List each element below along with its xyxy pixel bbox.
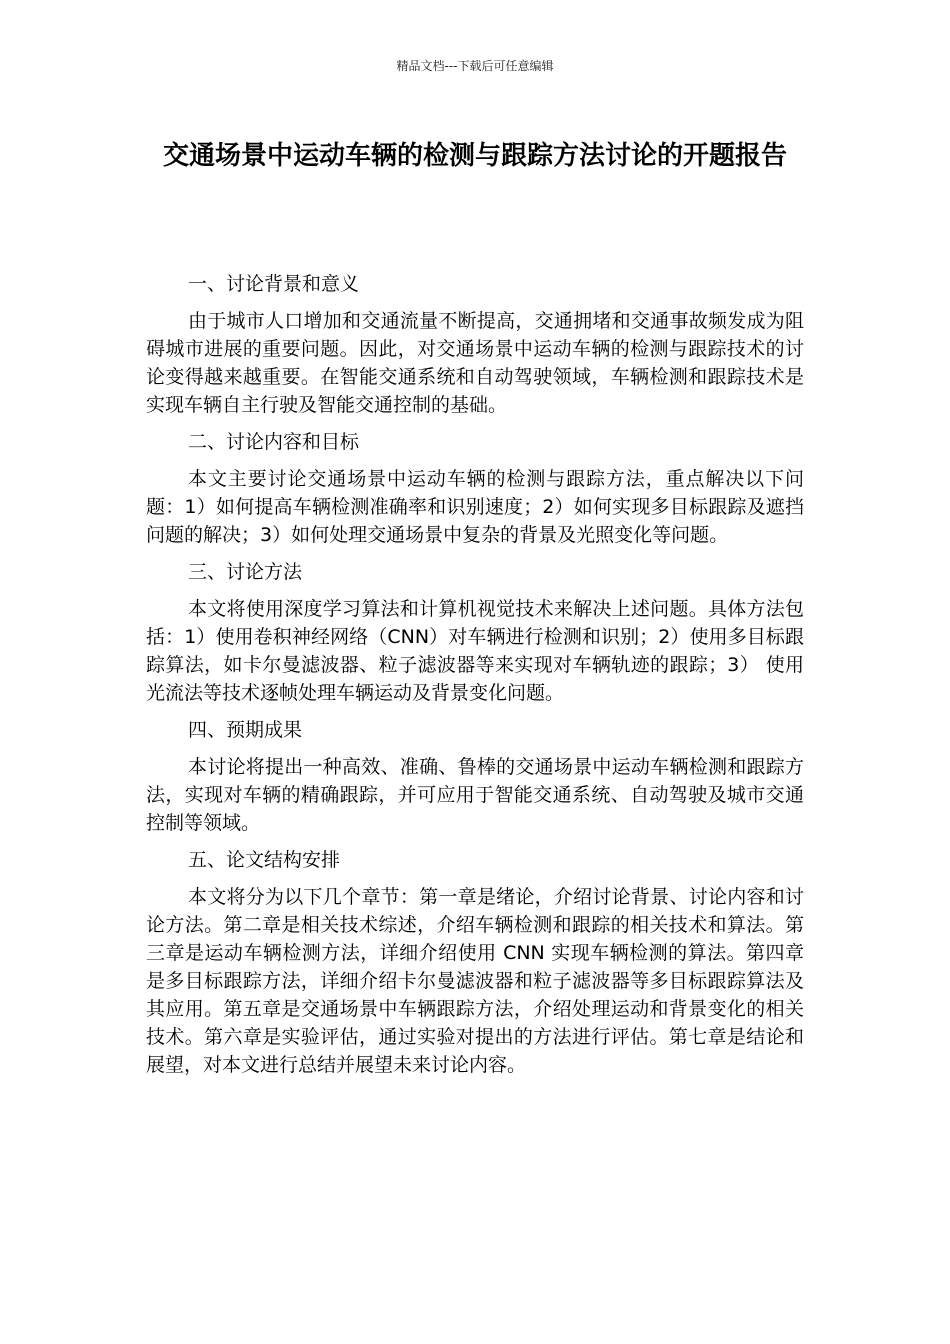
section-heading-content-goals: 二、讨论内容和目标 xyxy=(188,431,360,453)
section-heading-methods: 三、讨论方法 xyxy=(188,561,303,583)
section-heading-background: 一、讨论背景和意义 xyxy=(188,273,360,295)
section-heading-structure: 五、论文结构安排 xyxy=(188,849,341,871)
section-body-expected-results: 本讨论将提出一种高效、准确、鲁棒的交通场景中运动车辆检测和跟踪方法，实现对车辆的精确跟踪，并可应用于智能交通系统、自动驾驶及城市交通控制等领域。 xyxy=(146,756,804,834)
section-heading-expected-results: 四、预期成果 xyxy=(188,719,303,741)
document-title: 交通场景中运动车辆的检测与跟踪方法讨论的开题报告 xyxy=(162,141,787,171)
section-body-methods: 本文将使用深度学习算法和计算机视觉技术来解决上述问题。具体方法包括：1）使用卷积神经网络（CNN）对车辆进行检测和识别；2）使用多目标跟踪算法，如卡尔曼滤波器、粒子滤波器等来实现对车辆轨迹的跟踪；3） 使用光流法等技术逐帧处理车辆运动及背景变化问题。 xyxy=(146,598,804,704)
header-note: 精品文档---下载后可任意编辑 xyxy=(396,59,554,73)
section-body-content-goals: 本文主要讨论交通场景中运动车辆的检测与跟踪方法，重点解决以下问题：1）如何提高车辆检测准确率和识别速度；2）如何实现多目标跟踪及遮挡问题的解决；3）如何处理交通场景中复杂的背景及光照变化等问题。 xyxy=(146,468,804,546)
section-body-background: 由于城市人口增加和交通流量不断提高，交通拥堵和交通事故频发成为阻碍城市进展的重要问题。因此，对交通场景中运动车辆的检测与跟踪技术的讨论变得越来越重要。在智能交通系统和自动驾驶领域，车辆检测和跟踪技术是实现车辆自主行驶及智能交通控制的基础。 xyxy=(146,310,804,416)
document-body xyxy=(146,270,804,1088)
section-body-structure: 本文将分为以下几个章节：第一章是绪论，介绍讨论背景、讨论内容和讨论方法。第二章是相关技术综述，介绍车辆检测和跟踪的相关技术和算法。第三章是运动车辆检测方法，详细介绍使用 CNN 实现车辆检测的算法。第四章是多目标跟踪方法，详细介绍卡尔曼滤波器和粒子滤波器等多目标跟踪算法及其应用。第五章是交通场景中车辆跟踪方法，介绍处理运动和背景变化的相关技术。第六章是实验评估，通过实验对提出的方法进行评估。第七章是结论和展望，对本文进行总结并展望未来讨论内容。 xyxy=(146,886,804,1076)
